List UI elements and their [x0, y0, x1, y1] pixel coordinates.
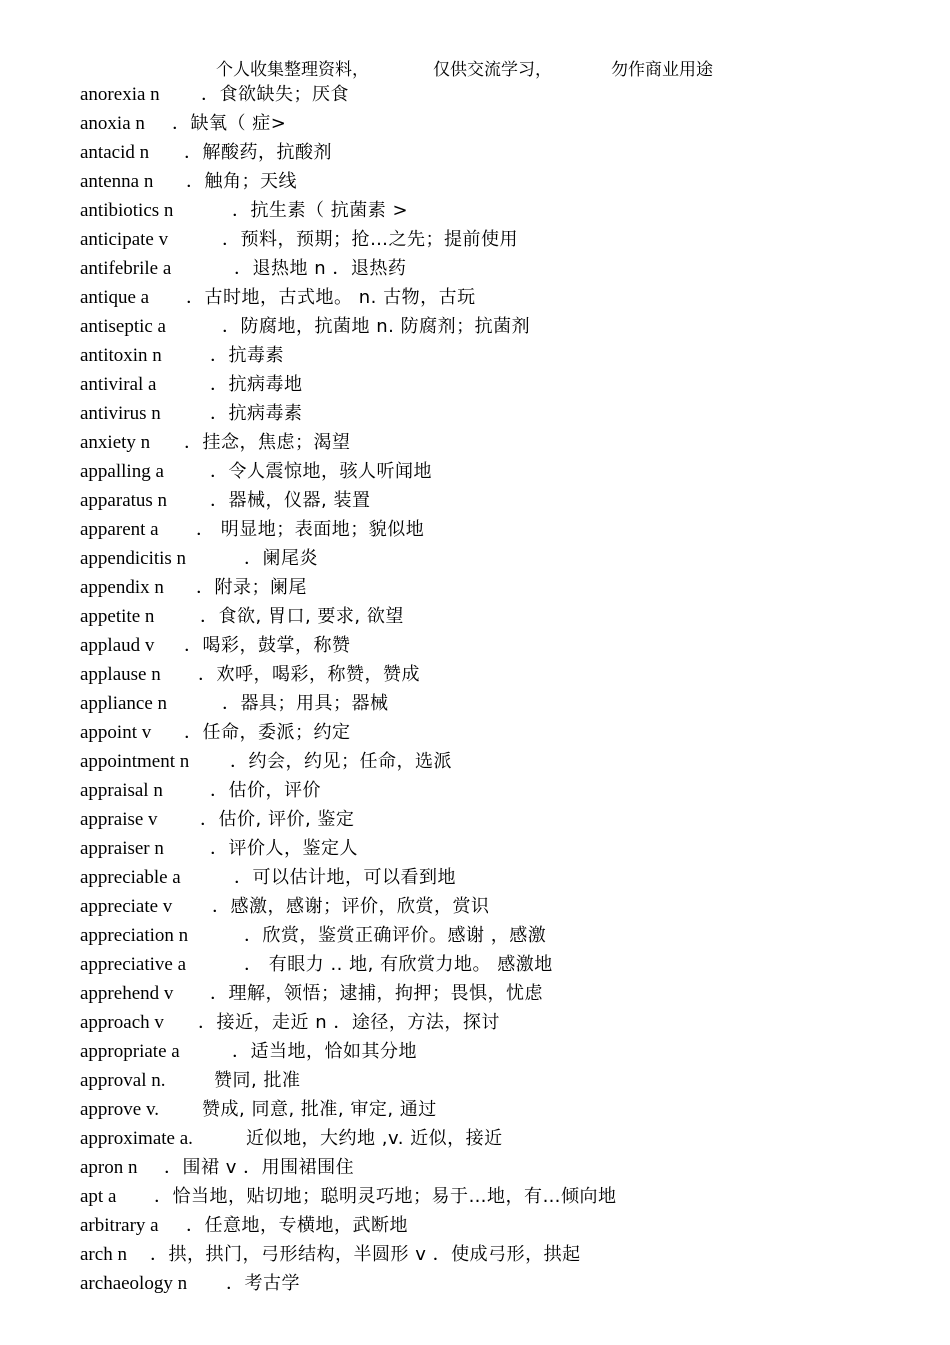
entry-word: appendix n — [80, 577, 164, 598]
entry-definition: ．适当地，恰如其分地 — [232, 1041, 417, 1062]
vocabulary-entry — [80, 950, 930, 979]
vocabulary-entry — [80, 689, 930, 718]
entry-definition: ．食欲, 胃口, 要求, 欲望 — [200, 606, 404, 627]
vocabulary-entry — [80, 544, 930, 573]
entry-word: applaud v — [80, 635, 155, 656]
entry-definition: ．估价，评价 — [210, 780, 321, 801]
entry-word: appraiser n — [80, 838, 164, 859]
entry-definition: ．器具；用具；器械 — [222, 693, 389, 714]
entry-definition: ．考古学 — [226, 1273, 300, 1294]
vocabulary-entry — [80, 1066, 930, 1095]
entry-word: appetite n — [80, 606, 155, 627]
entry-definition: 近似地，大约地 ,v. 近似，接近 — [246, 1128, 503, 1149]
entry-definition: ．触角；天线 — [186, 171, 297, 192]
entry-definition: ．抗病毒素 — [210, 403, 303, 424]
entry-definition: ．食欲缺失；厌食 — [201, 84, 349, 105]
entry-definition: ．欢呼，喝彩，称赞，赞成 — [198, 664, 420, 685]
entry-word: anoxia n — [80, 113, 145, 134]
entry-word: antifebrile a — [80, 258, 172, 279]
entry-definition: ．接近，走近 n ．途径，方法，探讨 — [198, 1012, 500, 1033]
entry-definition: ．恰当地，贴切地；聪明灵巧地；易于…地，有…倾向地 — [154, 1186, 617, 1207]
entry-word: apparent a — [80, 519, 159, 540]
vocabulary-list — [80, 80, 930, 1298]
entry-word: antique a — [80, 287, 150, 308]
entry-word: apron n — [80, 1157, 138, 1178]
vocabulary-entry — [80, 1182, 930, 1211]
entry-definition: ．退热地 n ．退热药 — [234, 258, 407, 279]
entry-word: appraise v — [80, 809, 158, 830]
vocabulary-entry — [80, 254, 930, 283]
entry-word: antenna n — [80, 171, 154, 192]
entry-word: apt a — [80, 1186, 117, 1207]
entry-word: apprehend v — [80, 983, 174, 1004]
watermark-text-study: 仅供交流学习， — [433, 60, 552, 80]
entry-definition: ．喝彩，鼓掌，称赞 — [184, 635, 351, 656]
vocabulary-entry — [80, 921, 930, 950]
entry-word: appalling a — [80, 461, 164, 482]
vocabulary-entry — [80, 805, 930, 834]
entry-definition: ．抗毒素 — [210, 345, 284, 366]
entry-definition: ．约会，约见；任命，选派 — [230, 751, 452, 772]
entry-definition: 赞同, 批准 — [214, 1070, 301, 1091]
watermark-text-noncommercial: 勿作商业用途 — [611, 60, 713, 80]
entry-definition: ．欣赏，鉴赏正确评价。感谢 ，感激 — [244, 925, 547, 946]
vocabulary-entry — [80, 283, 930, 312]
entry-word: anxiety n — [80, 432, 151, 453]
entry-word: appreciative a — [80, 954, 187, 975]
entry-definition: ．可以估计地，可以看到地 — [234, 867, 456, 888]
entry-word: appraisal n — [80, 780, 163, 801]
entry-word: antiseptic a — [80, 316, 166, 337]
entry-definition: ．令人震惊地，骇人听闻地 — [210, 461, 432, 482]
entry-word: approximate a. — [80, 1128, 193, 1149]
vocabulary-entry — [80, 863, 930, 892]
vocabulary-entry — [80, 1095, 930, 1124]
entry-definition: ．任命，委派；约定 — [184, 722, 351, 743]
vocabulary-entry — [80, 1008, 930, 1037]
vocabulary-entry — [80, 1240, 930, 1269]
vocabulary-entry — [80, 979, 930, 1008]
entry-word: antivirus n — [80, 403, 161, 424]
vocabulary-entry — [80, 660, 930, 689]
entry-definition: ．理解，领悟；逮捕，拘押；畏惧，忧虑 — [210, 983, 543, 1004]
vocabulary-entry — [80, 747, 930, 776]
vocabulary-entry — [80, 370, 930, 399]
entry-definition: ．抗病毒地 — [210, 374, 303, 395]
vocabulary-entry — [80, 1211, 930, 1240]
vocabulary-entry — [80, 515, 930, 544]
entry-definition: ．预料，预期；抢…之先；提前使用 — [222, 229, 518, 250]
entry-word: anorexia n — [80, 84, 160, 105]
vocabulary-entry — [80, 834, 930, 863]
entry-word: archaeology n — [80, 1273, 188, 1294]
entry-word: approach v — [80, 1012, 164, 1033]
entry-word: antibiotics n — [80, 200, 174, 221]
entry-word: antacid n — [80, 142, 150, 163]
entry-word: appendicitis n — [80, 548, 187, 569]
entry-word: appointment n — [80, 751, 190, 772]
entry-definition: ． 明显地；表面地；貌似地 — [196, 519, 425, 540]
vocabulary-entry — [80, 457, 930, 486]
entry-definition: ．器械，仪器, 装置 — [210, 490, 371, 511]
entry-word: approve v. — [80, 1099, 159, 1120]
entry-definition: ．挂念，焦虑；渴望 — [184, 432, 351, 453]
vocabulary-entry — [80, 1269, 930, 1298]
vocabulary-entry — [80, 631, 930, 660]
vocabulary-entry — [80, 225, 930, 254]
vocabulary-entry — [80, 80, 930, 109]
entry-word: appropriate a — [80, 1041, 180, 1062]
vocabulary-entry — [80, 109, 930, 138]
vocabulary-entry — [80, 399, 930, 428]
vocabulary-entry — [80, 138, 930, 167]
entry-definition: ．任意地，专横地，武断地 — [186, 1215, 408, 1236]
vocabulary-entry — [80, 718, 930, 747]
entry-word: appreciable a — [80, 867, 181, 888]
entry-definition: ．抗生素（ 抗菌素 > — [232, 200, 409, 221]
entry-definition: ．古时地，古式地。 n. 古物，古玩 — [186, 287, 476, 308]
entry-word: arch n — [80, 1244, 127, 1265]
entry-word: appreciation n — [80, 925, 189, 946]
watermark-text-collected: 个人收集整理资料， — [216, 60, 369, 80]
entry-definition: ．感激，感谢；评价，欣赏，赏识 — [212, 896, 490, 917]
entry-word: anticipate v — [80, 229, 169, 250]
entry-word: applause n — [80, 664, 161, 685]
entry-word: arbitrary a — [80, 1215, 159, 1236]
vocabulary-entry — [80, 1153, 930, 1182]
entry-definition: ．拱，拱门，弓形结构，半圆形 v ．使成弓形，拱起 — [150, 1244, 581, 1265]
entry-definition: ．缺氧（ 症> — [172, 113, 287, 134]
entry-definition: ．阑尾炎 — [244, 548, 318, 569]
entry-definition: ．围裙 v ．用围裙围住 — [164, 1157, 355, 1178]
vocabulary-entry — [80, 573, 930, 602]
vocabulary-entry — [80, 312, 930, 341]
watermark-header — [0, 55, 950, 79]
vocabulary-entry — [80, 196, 930, 225]
entry-definition: ．评价人，鉴定人 — [210, 838, 358, 859]
entry-word: appreciate v — [80, 896, 173, 917]
vocabulary-entry — [80, 486, 930, 515]
vocabulary-entry — [80, 1124, 930, 1153]
entry-word: apparatus n — [80, 490, 168, 511]
entry-word: appliance n — [80, 693, 168, 714]
entry-definition: ．估价, 评价, 鉴定 — [200, 809, 355, 830]
vocabulary-entry — [80, 341, 930, 370]
entry-word: antitoxin n — [80, 345, 162, 366]
entry-word: appoint v — [80, 722, 152, 743]
entry-definition: ．附录；阑尾 — [196, 577, 307, 598]
entry-definition: ．解酸药，抗酸剂 — [184, 142, 332, 163]
entry-definition: ． 有眼力 .. 地, 有欣赏力地。 感激地 — [244, 954, 553, 975]
vocabulary-entry — [80, 428, 930, 457]
entry-definition: ．防腐地，抗菌地 n. 防腐剂；抗菌剂 — [222, 316, 531, 337]
entry-word: antiviral a — [80, 374, 157, 395]
entry-word: approval n. — [80, 1070, 166, 1091]
vocabulary-entry — [80, 776, 930, 805]
vocabulary-entry — [80, 602, 930, 631]
vocabulary-entry — [80, 1037, 930, 1066]
entry-definition: 赞成, 同意, 批准, 审定, 通过 — [202, 1099, 437, 1120]
vocabulary-entry — [80, 892, 930, 921]
vocabulary-entry — [80, 167, 930, 196]
